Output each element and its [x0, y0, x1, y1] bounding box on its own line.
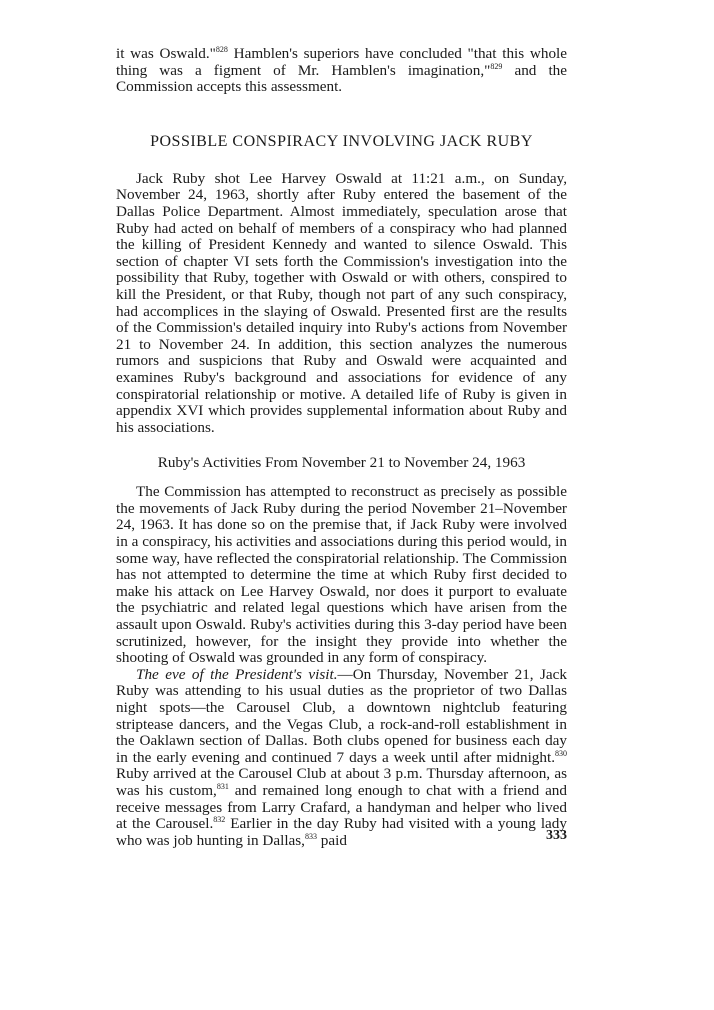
paragraph-lead: The eve of the President's visit.: [136, 665, 338, 683]
activities-paragraph: The Commission has attempted to reconstruct as precisely as possible the movements of Jack Ruby during the period November 21–November 24, 1963. It has done so on the premise that, if Jack Ruby were involved in a conspiracy, his activities and associations during this period would, in some way, have reflected the conspiratorial relationship. The Commission has not attempted to determine the time at which Ruby first decided to make his attack on Lee Harvey Oswald, nor does it purport to evaluate the psychiatric and related legal questions which have arisen from the assault upon Oswald. Ruby's activities during this 3-day period have been scrutinized, however, for the insight they provide into whether the shooting of Oswald was grounded in any form of conspiracy.: [116, 483, 567, 667]
footnote-ref: 833: [304, 831, 317, 841]
text-run: Earlier in the day Ruby had visited with a young lady who was job hunting in Dallas,: [116, 815, 567, 849]
eve-paragraph: [116, 667, 567, 850]
text-column: [116, 46, 567, 849]
subsection-heading: Ruby's Activities From November 21 to November 24, 1963: [157, 454, 526, 472]
section-heading: POSSIBLE CONSPIRACY INVOLVING JACK RUBY: [150, 132, 533, 150]
text-run: Ruby arrived at the Carousel Club at about 3 p.m. Thursday afternoon, as was his custom,: [116, 765, 567, 799]
footnote-ref: 831: [216, 781, 229, 791]
text-run: and the Commission accepts this assessment.: [116, 61, 568, 96]
text-run: Hamblen's superiors have concluded "that this whole thing was a figment of Mr. Hamblen's imagination,": [116, 45, 567, 79]
footnote-ref: 828: [215, 44, 228, 54]
text-run: paid: [316, 831, 347, 849]
intro-paragraph: Jack Ruby shot Lee Harvey Oswald at 11:21 a.m., on Sunday, November 24, 1963, shortly after Ruby entered the basement of the Dallas Police Department. Almost immediately, speculation arose that Ruby had acted on behalf of members of a conspiracy who had planned the killing of President Kennedy and wanted to silence Oswald. This section of chapter VI sets forth the Commission's investigation into the possibility that Ruby, together with Oswald or with others, conspired to kill the President, or that Ruby, though not part of any such conspiracy, had accomplices in the slaying of Oswald. Presented first are the results of the Commission's detailed inquiry into Ruby's actions from November 21 to November 24. In addition, this section analyzes the numerous rumors and suspicions that Ruby and Oswald were acquainted and examines Ruby's background and associations for evidence of any conspiratorial relationship or motive. A detailed life of Ruby is given in appendix XVI which provides supplemental information about Ruby and his associations.: [116, 169, 567, 436]
text-run: it was Oswald.": [116, 45, 216, 62]
footnote-ref: 829: [490, 61, 503, 71]
footnote-ref: 832: [213, 815, 226, 825]
text-run: and remained long enough to chat with a friend and receive messages from Larry Crafard, a handyman and helper who lived at the Carousel.: [116, 781, 567, 833]
text-run: —On Thursday, November 21, Jack Ruby was attending to his usual duties as the proprietor of two Dallas night spots—the Carousel Club, a downtown nightclub featuring striptease dancers, and the Vegas Club, a rock-and-roll establishment in the Oaklawn section of Dallas. Both clubs opened for business each day in the early evening and continued 7 days a week until after midnight.: [116, 665, 568, 766]
page-number: 333: [546, 828, 567, 843]
continued-paragraph: [116, 46, 567, 96]
footnote-ref: 830: [555, 748, 567, 758]
